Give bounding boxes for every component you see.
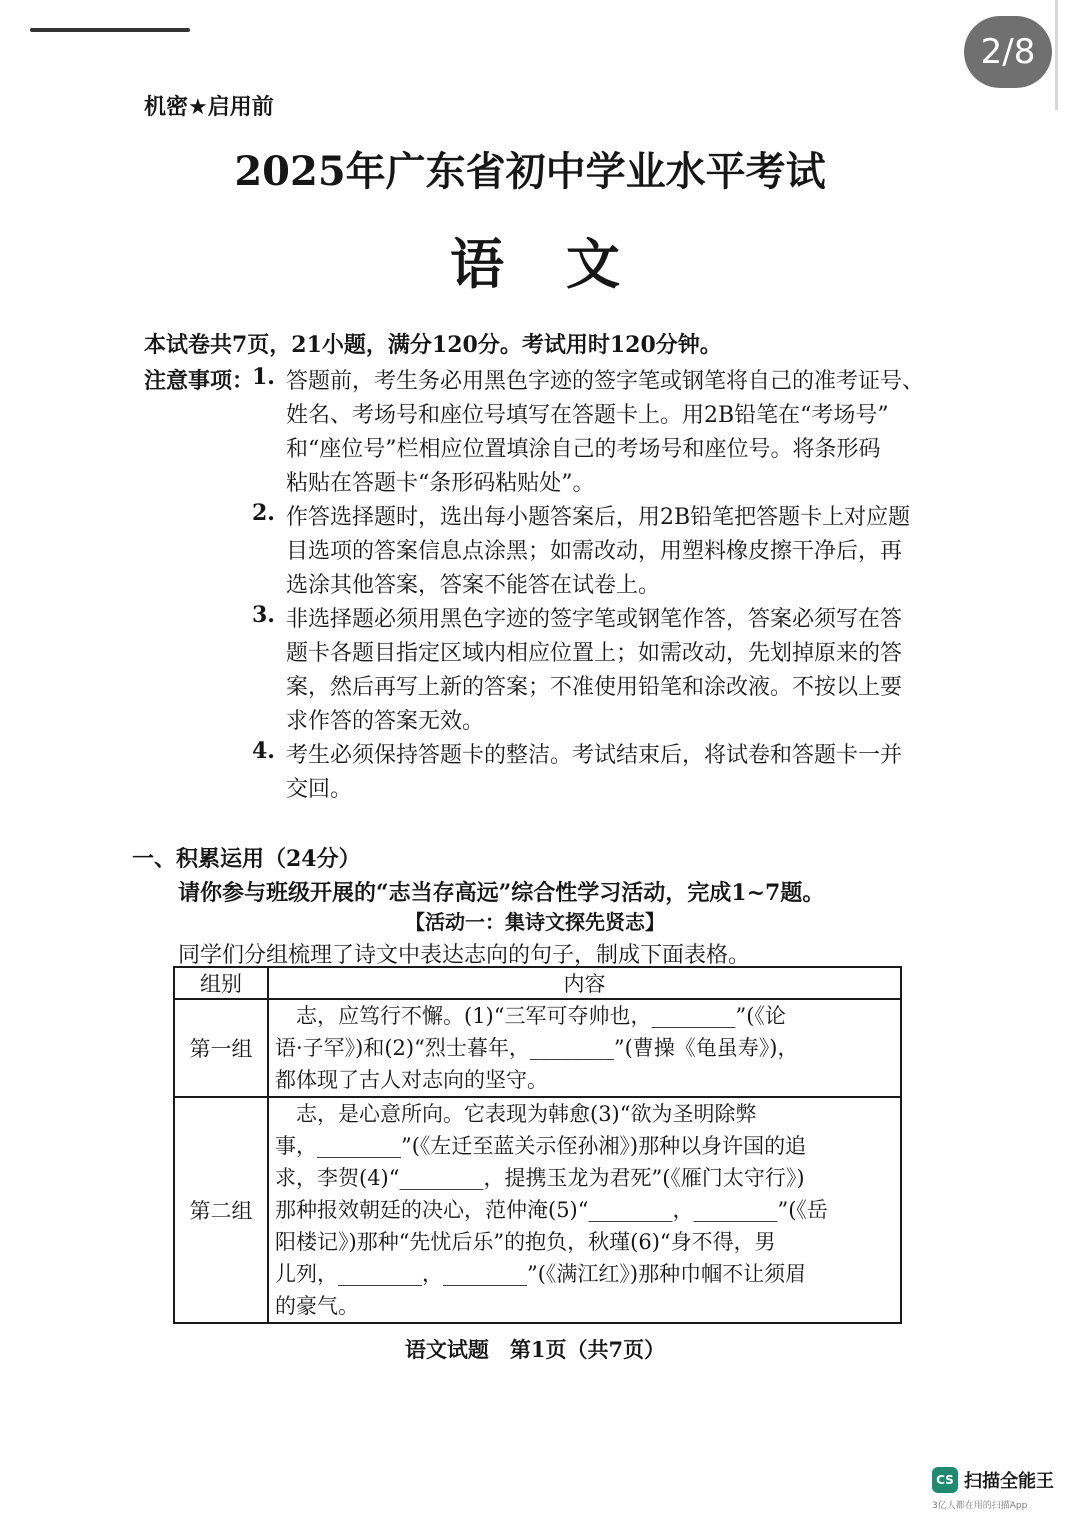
note-line: 非选择题必须用黑色字迹的签字笔或钢笔作答，答案必须写在答 — [286, 607, 903, 632]
content-line: 阳楼记》)那种“先忧后乐”的抱负，秋瑾(6)“身不得，男 — [275, 1230, 776, 1254]
note-line: 粘贴在答题卡“条形码粘贴处”。 — [286, 471, 595, 496]
table-row — [174, 999, 901, 1097]
note-number: 4. — [252, 738, 275, 764]
note-line: 和“座位号”栏相应位置填涂自己的考场号和座位号。将条形码 — [286, 437, 881, 462]
content-line: 都体现了古人对志向的坚守。 — [275, 1068, 548, 1092]
table-row — [174, 1097, 901, 1323]
note-number: 3. — [252, 602, 275, 628]
exam-title: 2025年广东省初中学业水平考试 — [234, 148, 826, 195]
table-cell-group: 第二组 — [174, 1097, 268, 1323]
table-header-content: 内容 — [268, 967, 901, 999]
content-line: 那种报效朝廷的决心，范仲淹(5)“________，________”(《岳 — [275, 1198, 828, 1222]
note-line: 交回。 — [286, 777, 353, 802]
note-line: 求作答的答案无效。 — [286, 709, 485, 734]
table-header-group: 组别 — [174, 967, 268, 999]
note-line: 考生必须保持答题卡的整洁。考试结束后，将试卷和答题卡一并 — [286, 743, 903, 768]
table-header-row — [174, 967, 901, 999]
note-number: 2. — [252, 500, 275, 526]
note-line: 姓名、考场号和座位号填写在答题卡上。用2B铅笔在“考场号” — [286, 403, 889, 428]
content-line: 志，应笃行不懈。(1)“三军可夺帅也，________”(《论 — [275, 1004, 786, 1028]
content-line: 的豪气。 — [275, 1294, 359, 1318]
scanner-brand: 扫描全能王 — [964, 1471, 1054, 1492]
note-line: 案，然后再写上新的答案；不准使用铅笔和涂改液。不按以上要 — [286, 675, 903, 700]
exam-intro: 本试卷共7页，21小题，满分120分。考试用时120分钟。 — [144, 332, 722, 358]
note-line: 选涂其他答案，答案不能答在试卷上。 — [286, 573, 661, 598]
section-intro: 请你参与班级开展的“志当存高远”综合性学习活动，完成1~7题。 — [178, 880, 825, 906]
content-line: 志，是心意所向。它表现为韩愈(3)“欲为圣明除弊 — [275, 1102, 757, 1126]
note-line: 答题前，考生务必用黑色字迹的签字笔或钢笔将自己的准考证号、 — [286, 369, 925, 394]
page-indicator-badge[interactable]: 2/8 — [964, 16, 1052, 88]
note-line: 题卡各题目指定区域内相应位置上；如需改动，先划掉原来的答 — [286, 641, 903, 666]
activity-heading: 【活动一：集诗文探先贤志】 — [405, 910, 665, 934]
content-line: 事，________”(《左迁至蓝关示侄孙湘》)那种以身许国的追 — [275, 1134, 807, 1158]
top-edge-line — [30, 28, 190, 32]
content-line: 儿列，________，________”(《满江红》)那种巾帼不让须眉 — [275, 1262, 807, 1286]
note-number: 1. — [252, 364, 275, 390]
notes-label: 注意事项： — [144, 369, 255, 394]
groups-table — [173, 966, 902, 1324]
table-intro: 同学们分组梳理了诗文中表达志向的句子，制成下面表格。 — [178, 943, 751, 968]
note-line: 作答选择题时，选出每小题答案后，用2B铅笔把答题卡上对应题 — [286, 505, 911, 530]
table-cell-content — [268, 999, 901, 1097]
content-line: 语·子罕》)和(2)“烈士暮年，________”(曹操《龟虽寿》)， — [275, 1036, 799, 1060]
content-line: 求，李贺(4)“________，提携玉龙为君死”(《雁门太守行》) — [275, 1166, 805, 1190]
page-footer: 语文试题 第1页（共7页） — [404, 1337, 666, 1362]
section-title: 一、积累运用（24分） — [132, 846, 361, 872]
scanner-logo-icon: CS — [932, 1467, 958, 1493]
page-edge-shadow — [1055, 0, 1058, 110]
scanner-tagline: 3亿人都在用的扫描App — [932, 1501, 1028, 1511]
table-cell-content — [268, 1097, 901, 1323]
subject-title: 语文 — [450, 232, 682, 296]
confidential-label: 机密★启用前 — [144, 95, 274, 120]
note-line: 目选项的答案信息点涂黑；如需改动，用塑料橡皮擦干净后，再 — [286, 539, 903, 564]
table-cell-group: 第一组 — [174, 999, 268, 1097]
